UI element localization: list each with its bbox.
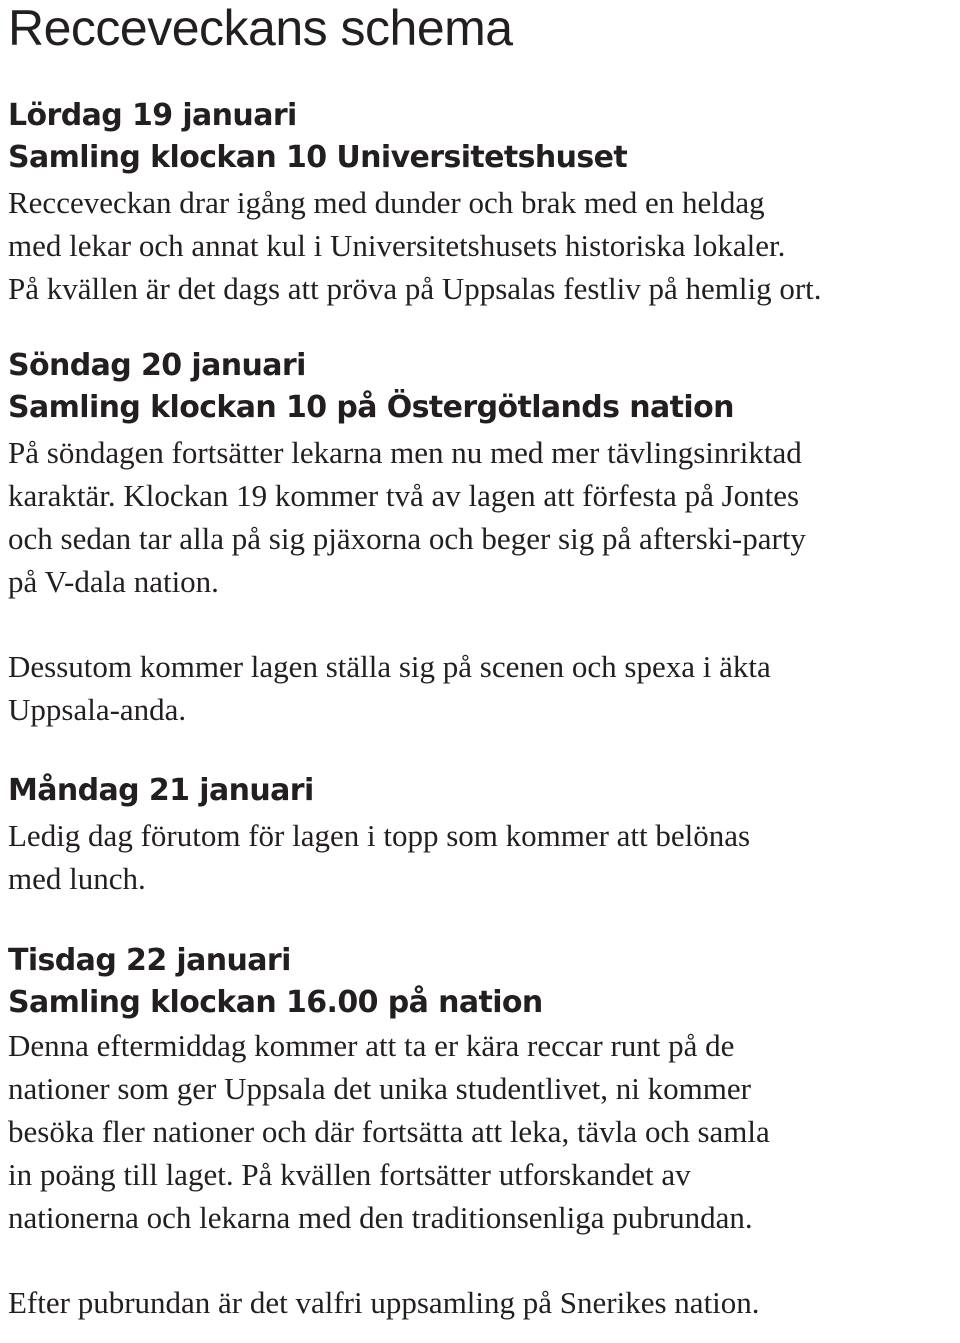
text-line: nationerna och lekarna med den traditionsenliga pubrundan. — [8, 1200, 753, 1235]
text-line: och sedan tar alla på sig pjäxorna och beger sig på afterski-party — [8, 521, 806, 556]
text-line: nationer som ger Uppsala det unika studentlivet, ni kommer — [8, 1071, 751, 1106]
text-line: Recceveckan drar igång med dunder och brak med en heldag — [8, 185, 765, 220]
text-line: På kvällen är det dags att pröva på Uppsalas festliv på hemlig ort. — [8, 271, 822, 306]
page-title: Recceveckans schema — [8, 0, 513, 56]
day-section-monday — [8, 770, 958, 900]
gathering-heading: Samling klockan 16.00 på nation — [8, 985, 543, 1020]
text-line: På söndagen fortsätter lekarna men nu med mer tävlingsinriktad — [8, 435, 802, 470]
text-line: Denna eftermiddag kommer att ta er kära reccar runt på de — [8, 1028, 735, 1063]
gathering-heading: Samling klockan 10 Universitetshuset — [8, 140, 628, 175]
day-section-tuesday — [8, 940, 958, 1324]
text-line: Dessutom kommer lagen ställa sig på scenen och spexa i äkta — [8, 649, 771, 684]
day-description — [8, 1024, 958, 1239]
gathering-heading: Samling klockan 10 på Östergötlands nation — [8, 390, 734, 425]
text-line: på V-dala nation. — [8, 564, 219, 599]
day-heading: Lördag 19 januari — [8, 98, 297, 133]
day-section-sunday — [8, 345, 958, 731]
day-description — [8, 431, 958, 603]
day-heading: Måndag 21 januari — [8, 773, 314, 808]
text-line: Efter pubrundan är det valfri uppsamling på Snerikes nation. — [8, 1285, 760, 1320]
text-line: besöka fler nationer och där fortsätta att leka, tävla och samla — [8, 1114, 770, 1149]
text-line: in poäng till laget. På kvällen fortsätter utforskandet av — [8, 1157, 691, 1192]
text-line: Ledig dag förutom för lagen i topp som kommer att belönas — [8, 818, 751, 853]
day-section-saturday — [8, 95, 958, 310]
text-line: med lunch. — [8, 861, 146, 896]
day-heading: Söndag 20 januari — [8, 348, 306, 383]
document-page — [8, 0, 958, 1324]
day-description — [8, 181, 958, 310]
text-line: karaktär. Klockan 19 kommer två av lagen att förfesta på Jontes — [8, 478, 800, 513]
day-description-extra — [8, 1281, 958, 1324]
text-line: Uppsala-anda. — [8, 692, 187, 727]
text-line: med lekar och annat kul i Universitetshusets historiska lokaler. — [8, 228, 786, 263]
day-heading: Tisdag 22 januari — [8, 943, 291, 978]
day-description-extra — [8, 645, 958, 731]
day-description — [8, 814, 958, 900]
